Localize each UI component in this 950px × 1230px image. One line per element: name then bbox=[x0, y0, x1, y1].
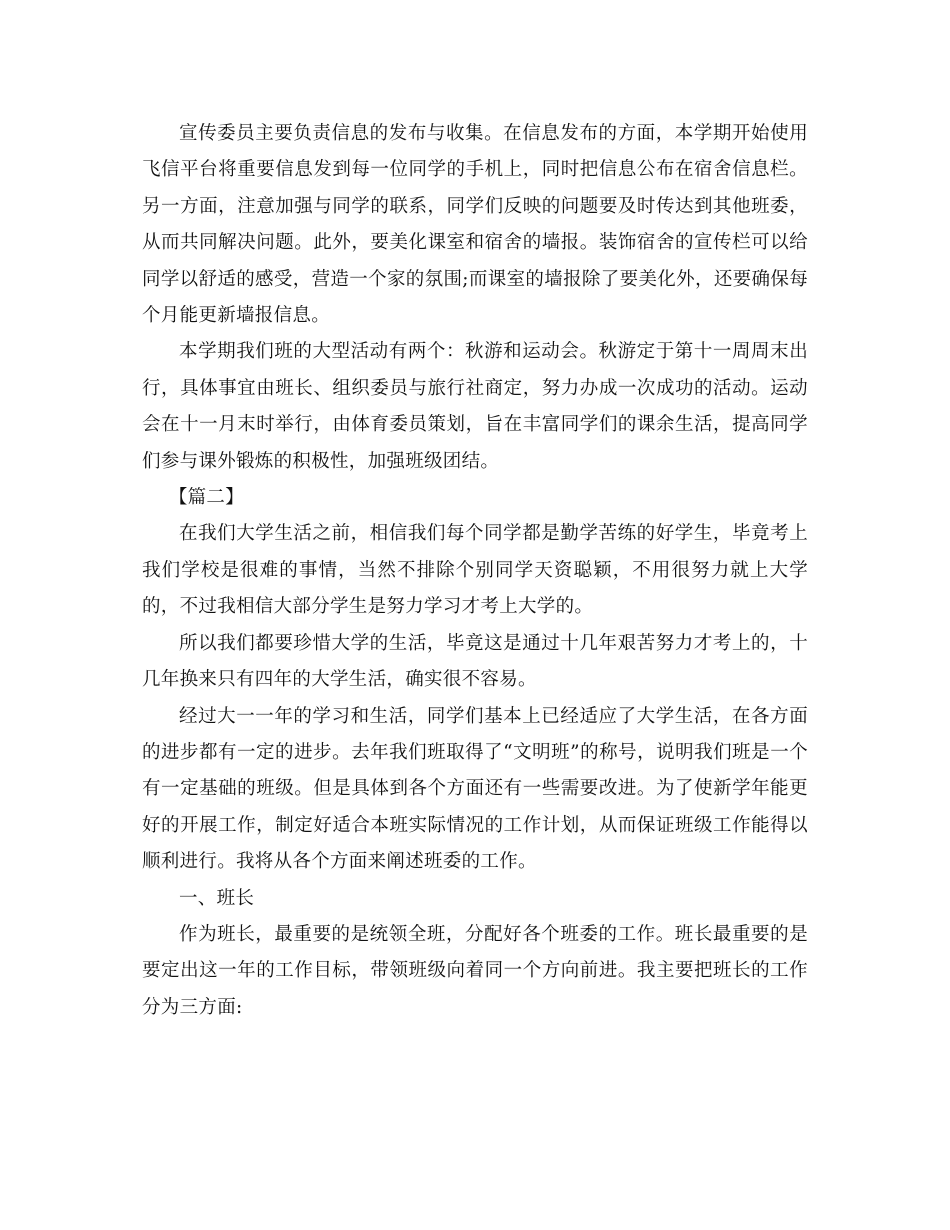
paragraph-first-year-review: 经过大一一年的学习和生活，同学们基本上已经适应了大学生活，在各方面的进步都有一定的进步。去年我们班取得了“文明班”的称号，说明我们班是一个有一定基础的班级。但是具体到各个方面还有一些需要改进。为了使新学年能更好的开展工作，制定好适合本班实际情况的工作计划，从而保证班级工作能得以顺利进行。我将从各个方面来阐述班委的工作。 bbox=[142, 705, 808, 873]
paragraph-cherish-university: 所以我们都要珍惜大学的生活，毕竟这是通过十几年艰苦努力才考上的，十几年换来只有四年的大学生活，确实很不容易。 bbox=[142, 632, 808, 691]
paragraph-semester-activities: 本学期我们班的大型活动有两个：秋游和运动会。秋游定于第十一周周末出行，具体事宜由班长、组织委员与旅行社商定，努力办成一次成功的活动。运动会在十一月末时举行，由体育委员策划，旨在丰富同学们的课余生活，提高同学们参与课外锻炼的积极性，加强班级团结。 bbox=[142, 341, 808, 472]
section-heading-part-two: 【篇二】 bbox=[168, 487, 245, 509]
subheading-monitor: 一、班长 bbox=[179, 887, 255, 909]
paragraph-monitor-duties: 作为班长，最重要的是统领全班，分配好各个班委的工作。班长最重要的是要定出这一年的工作目标，带领班级向着同一个方向前进。我主要把班长的工作分为三方面: bbox=[142, 923, 808, 1018]
paragraph-publicity-committee: 宣传委员主要负责信息的发布与收集。在信息发布的方面，本学期开始使用飞信平台将重要信息发到每一位同学的手机上，同时把信息公布在宿舍信息栏。另一方面，注意加强与同学的联系，同学们反映的问题要及时传达到其他班委，从而共同解决问题。此外，要美化课室和宿舍的墙报。装饰宿舍的宣传栏可以给同学以舒适的感受，营造一个家的氛围;而课室的墙报除了要美化外，还要确保每个月能更新墙报信息。 bbox=[142, 123, 808, 327]
document-body bbox=[142, 116, 808, 1026]
paragraph-before-university: 在我们大学生活之前，相信我们每个同学都是勤学苦练的好学生，毕竟考上我们学校是很难的事情，当然不排除个别同学天资聪颖，不用很努力就上大学的，不过我相信大部分学生是努力学习才考上大学的。 bbox=[142, 523, 808, 618]
